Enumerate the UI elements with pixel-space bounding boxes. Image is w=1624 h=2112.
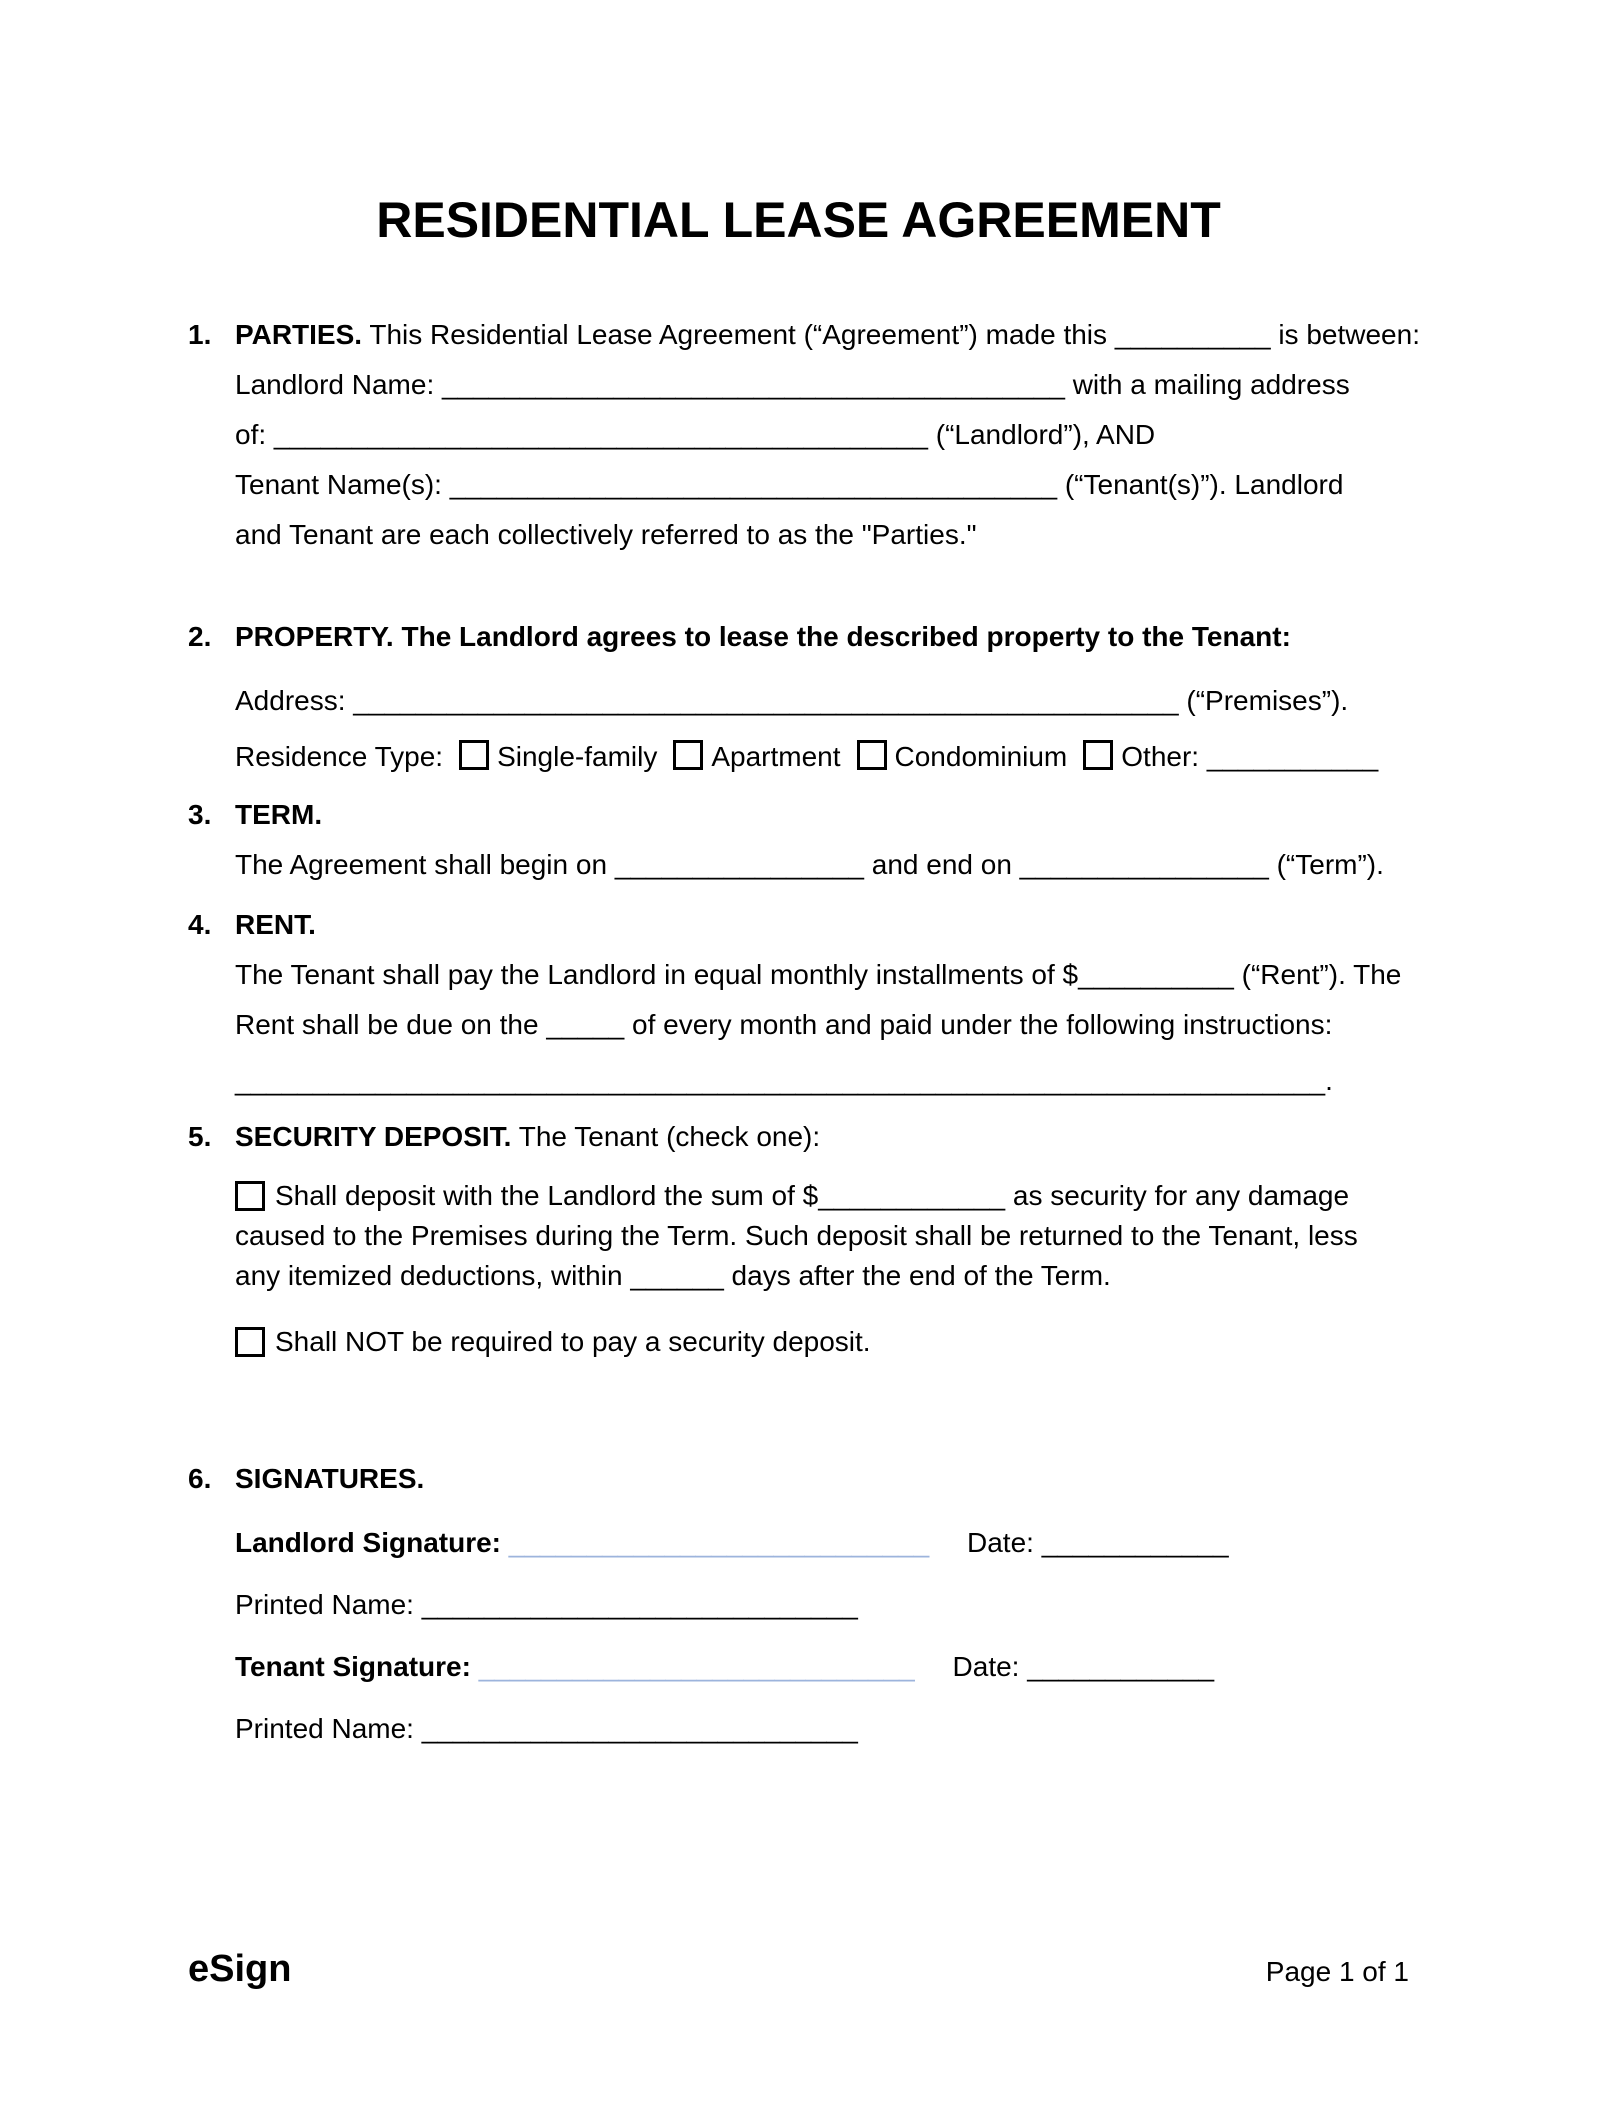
landlord-address-blank[interactable]: __________________________________________ bbox=[273, 418, 928, 450]
deposit-amount-blank[interactable]: ____________ bbox=[818, 1179, 1006, 1211]
section-body-rent bbox=[235, 900, 1409, 1106]
landlord-name-blank[interactable]: ________________________________________ bbox=[442, 368, 1065, 400]
section-property bbox=[188, 612, 1409, 782]
section-security-deposit bbox=[188, 1112, 1409, 1362]
rent-instructions-row bbox=[235, 1056, 1409, 1106]
tenant-signature-row bbox=[235, 1642, 1409, 1692]
premises-text: (“Premises”). bbox=[1186, 684, 1349, 716]
tenant-name-blank[interactable]: _______________________________________ bbox=[449, 468, 1058, 500]
deposit-option-2 bbox=[235, 1322, 1409, 1362]
rent-instructions-blank[interactable]: ______________________________________________________________________ bbox=[235, 1064, 1326, 1096]
deposit-heading-rest: The Tenant (check one): bbox=[518, 1120, 821, 1152]
landlord-date-label: Date: bbox=[967, 1526, 1034, 1558]
property-address-row bbox=[235, 676, 1409, 726]
residence-option-single-family: Single-family bbox=[497, 740, 658, 772]
term-dates-row bbox=[235, 840, 1409, 890]
term-heading-line bbox=[235, 790, 1409, 840]
tenant-signature-label: Tenant Signature: bbox=[235, 1650, 471, 1682]
residence-type-label: Residence Type: bbox=[235, 740, 444, 772]
checkbox-other[interactable] bbox=[1083, 740, 1113, 770]
tenant-printed-name-row bbox=[235, 1704, 1409, 1754]
checkbox-condominium[interactable] bbox=[857, 740, 887, 770]
landlord-signature-label: Landlord Signature: bbox=[235, 1526, 501, 1558]
tenant-signature-line[interactable]: ____________________________ bbox=[478, 1650, 915, 1682]
tenant-name-row bbox=[235, 460, 1420, 510]
term-end-blank[interactable]: ________________ bbox=[1019, 848, 1269, 880]
section-number-parties: 1. bbox=[188, 318, 212, 350]
rent-amount-blank[interactable]: __________ bbox=[1078, 958, 1234, 990]
rent-amount-row bbox=[235, 950, 1409, 1000]
other-residence-blank[interactable]: ___________ bbox=[1206, 740, 1379, 772]
landlord-date-blank[interactable]: ____________ bbox=[1041, 1526, 1229, 1558]
rent-due-row bbox=[235, 1000, 1409, 1050]
term-post-text: (“Term”). bbox=[1276, 848, 1384, 880]
tenant-name-label: Tenant Name(s): bbox=[235, 468, 442, 500]
checkbox-single-family[interactable] bbox=[459, 740, 489, 770]
residence-type-row bbox=[235, 732, 1409, 782]
document-title: RESIDENTIAL LEASE AGREEMENT bbox=[376, 192, 1221, 248]
section-number-term: 3. bbox=[188, 798, 212, 830]
signatures-heading-line bbox=[235, 1454, 1409, 1504]
term-start-blank[interactable]: ________________ bbox=[614, 848, 864, 880]
tenant-designation-text: (“Tenant(s)”). Landlord bbox=[1064, 468, 1344, 500]
address-label: Address: bbox=[235, 684, 346, 716]
address-blank[interactable]: _____________________________________________________ bbox=[353, 684, 1179, 716]
rent-due-pre-text: Rent shall be due on the bbox=[235, 1008, 539, 1040]
landlord-name-row bbox=[235, 360, 1420, 410]
residence-option-apartment: Apartment bbox=[711, 740, 841, 772]
residence-option-other: Other: bbox=[1121, 740, 1200, 772]
parties-closing-line: and Tenant are each collectively referred to as the "Parties." bbox=[235, 518, 977, 550]
landlord-designation-text: (“Landlord”), AND bbox=[935, 418, 1156, 450]
section-number-property: 2. bbox=[188, 620, 212, 652]
tenant-printed-name-label: Printed Name: bbox=[235, 1712, 414, 1744]
term-pre-text: The Agreement shall begin on bbox=[235, 848, 608, 880]
mailing-address-text: with a mailing address bbox=[1072, 368, 1350, 400]
deposit-option-1 bbox=[235, 1176, 1409, 1296]
section-signatures bbox=[188, 1454, 1409, 1754]
rent-due-post-text: of every month and paid under the following instructions: bbox=[632, 1008, 1333, 1040]
deposit-option-2-text: Shall NOT be required to pay a security deposit. bbox=[275, 1325, 871, 1357]
section-body-term bbox=[235, 790, 1409, 890]
property-heading: PROPERTY. bbox=[235, 620, 394, 652]
residence-option-condominium: Condominium bbox=[894, 740, 1068, 772]
landlord-address-row bbox=[235, 410, 1420, 460]
section-body-parties bbox=[235, 310, 1420, 560]
deposit-option-1-pre: Shall deposit with the Landlord the sum of $ bbox=[275, 1179, 819, 1211]
deposit-days-blank[interactable]: ______ bbox=[630, 1259, 724, 1291]
tenant-printed-name-blank[interactable]: ____________________________ bbox=[421, 1712, 858, 1744]
rent-post-text: (“Rent”). The bbox=[1241, 958, 1402, 990]
parties-heading: PARTIES. bbox=[235, 318, 363, 350]
section-body-deposit bbox=[235, 1112, 1409, 1362]
rent-heading: RENT. bbox=[235, 908, 316, 940]
checkbox-no-deposit[interactable] bbox=[235, 1327, 265, 1357]
deposit-option-1-post: days after the end of the Term. bbox=[731, 1259, 1111, 1291]
page-footer bbox=[188, 1948, 1409, 1991]
rent-heading-line bbox=[235, 900, 1409, 950]
section-body-signatures bbox=[235, 1454, 1409, 1754]
rent-pre-text: The Tenant shall pay the Landlord in equal monthly installments of $ bbox=[235, 958, 1079, 990]
signatures-heading: SIGNATURES. bbox=[235, 1462, 425, 1494]
landlord-printed-name-blank[interactable]: ____________________________ bbox=[421, 1588, 858, 1620]
section-body-property bbox=[235, 612, 1409, 782]
section-number-signatures: 6. bbox=[188, 1462, 212, 1494]
section-number-deposit: 5. bbox=[188, 1120, 212, 1152]
of-label: of: bbox=[235, 418, 267, 450]
deposit-heading: SECURITY DEPOSIT. bbox=[235, 1120, 512, 1152]
esign-logo: eSign bbox=[188, 1948, 292, 1990]
tenant-date-blank[interactable]: ____________ bbox=[1027, 1650, 1215, 1682]
checkbox-apartment[interactable] bbox=[673, 740, 703, 770]
term-mid-text: and end on bbox=[871, 848, 1012, 880]
parties-intro-post: is between: bbox=[1278, 318, 1420, 350]
section-number-rent: 4. bbox=[188, 908, 212, 940]
section-rent bbox=[188, 900, 1409, 1106]
landlord-name-label: Landlord Name: bbox=[235, 368, 435, 400]
section-parties bbox=[188, 310, 1420, 560]
page-indicator: Page 1 of 1 bbox=[1265, 1956, 1409, 1987]
landlord-printed-name-label: Printed Name: bbox=[235, 1588, 414, 1620]
rent-instructions-period: . bbox=[1325, 1064, 1333, 1096]
parties-intro-line bbox=[235, 310, 1420, 360]
tenant-date-label: Date: bbox=[952, 1650, 1020, 1682]
deposit-option-1-mid: as security for any damage caused to the Premises during the Term. Such deposit shall be returned to the Tenant, less any itemized deductions, within bbox=[235, 1179, 1358, 1291]
deposit-heading-line bbox=[235, 1112, 1409, 1162]
landlord-signature-line[interactable]: ___________________________ bbox=[508, 1526, 930, 1558]
property-heading-line bbox=[235, 612, 1409, 662]
agreement-date-blank[interactable]: __________ bbox=[1114, 318, 1271, 350]
rent-due-day-blank[interactable]: _____ bbox=[546, 1008, 625, 1040]
property-heading-rest: The Landlord agrees to lease the described property to the Tenant: bbox=[401, 620, 1291, 652]
landlord-printed-name-row bbox=[235, 1580, 1409, 1630]
checkbox-deposit-required[interactable] bbox=[235, 1181, 265, 1211]
section-term bbox=[188, 790, 1409, 890]
landlord-signature-row bbox=[235, 1518, 1409, 1568]
parties-intro-pre: This Residential Lease Agreement (“Agreement”) made this bbox=[369, 318, 1108, 350]
term-heading: TERM. bbox=[235, 798, 323, 830]
